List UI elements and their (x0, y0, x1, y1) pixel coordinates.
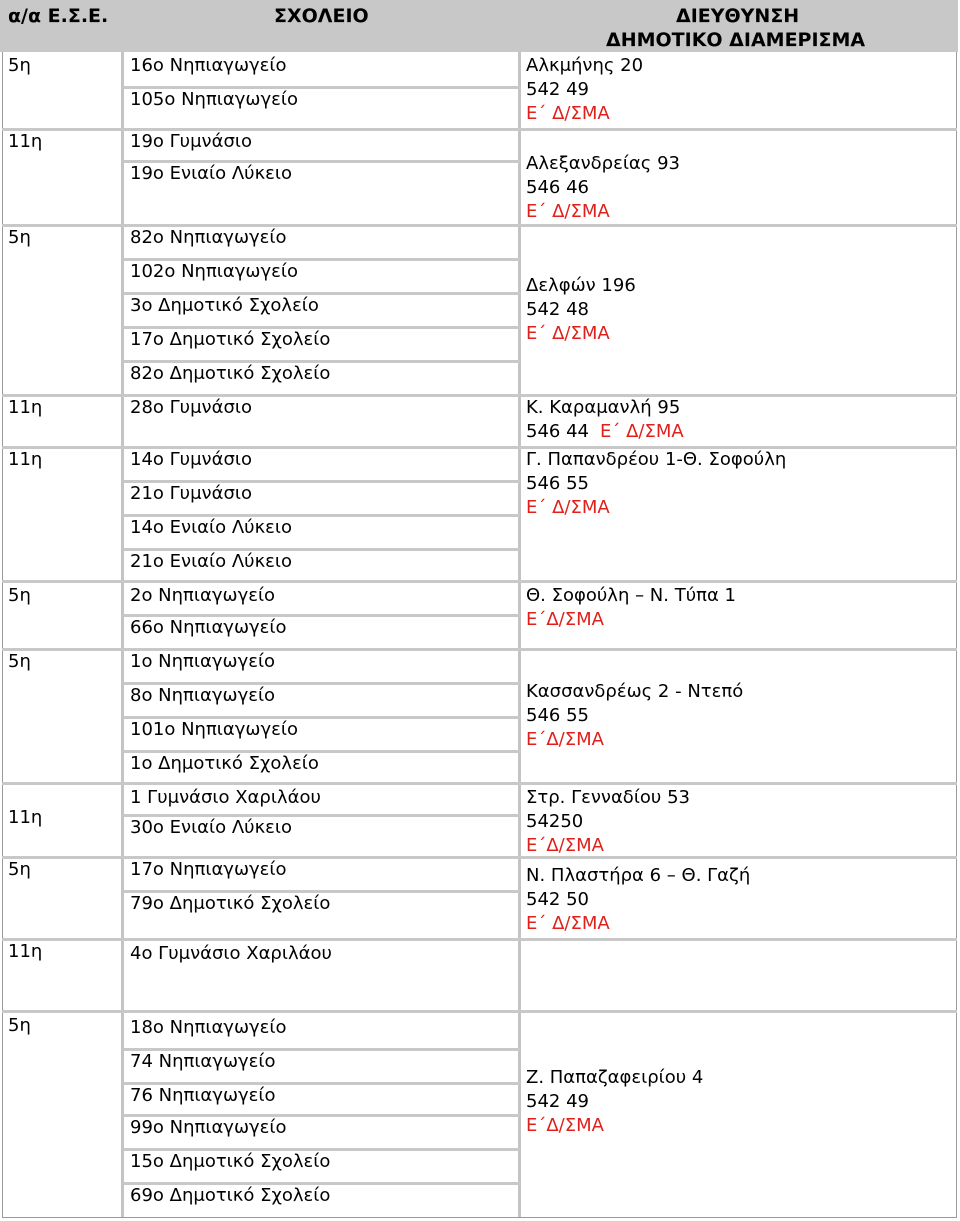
address-district: Ε΄ Δ/ΣΜΑ (526, 201, 610, 222)
address-street: Δελφών 196 (526, 275, 636, 296)
school-name: 28ο Γυμνάσιο (130, 397, 252, 418)
school-name: 14ο Γυμνάσιο (130, 449, 252, 470)
border-bottom (2, 1217, 957, 1218)
school-row-separator (124, 1114, 520, 1117)
school-name: 30ο Ενιαίο Λύκειο (130, 817, 293, 838)
school-row-separator (124, 326, 520, 329)
address-district: Ε΄ Δ/ΣΜΑ (526, 497, 610, 518)
school-name: 82ο Δημοτικό Σχολείο (130, 363, 331, 384)
school-row-separator (124, 750, 520, 753)
school-name: 79ο Δημοτικό Σχολείο (130, 893, 331, 914)
school-row-separator (124, 258, 520, 261)
school-name: 3ο Δημοτικό Σχολείο (130, 295, 319, 316)
row-group-separator (2, 938, 957, 941)
school-row-separator (124, 514, 520, 517)
address-district: Ε΄ Δ/ΣΜΑ (526, 323, 610, 344)
school-name: 15ο Δημοτικό Σχολείο (130, 1151, 331, 1172)
address-postcode: 546 44 (526, 421, 589, 442)
address-street: Θ. Σοφούλη – Ν. Τύπα 1 (526, 585, 736, 606)
school-row-separator (124, 814, 520, 817)
school-name: 19ο Ενιαίο Λύκειο (130, 163, 293, 184)
address-postcode: 546 46 (526, 177, 589, 198)
row-group-separator (2, 446, 957, 449)
address-district: Ε΄ Δ/ΣΜΑ (526, 913, 610, 934)
address-postcode: 546 55 (526, 473, 589, 494)
address-district: Ε΄ Δ/ΣΜΑ (526, 103, 610, 124)
school-row-separator (124, 614, 520, 617)
grade-label: 5η (8, 585, 31, 606)
address-postcode: 542 49 (526, 79, 589, 100)
row-group-separator (2, 648, 957, 651)
school-name: 101ο Νηπιαγωγείο (130, 719, 298, 740)
row-group-separator (2, 782, 957, 785)
school-row-separator (124, 86, 520, 89)
grade-label: 11η (8, 131, 43, 152)
school-name: 82ο Νηπιαγωγείο (130, 227, 287, 248)
grade-label: 5η (8, 55, 31, 76)
header-address-line2: ΔΗΜΟΤΙΚΟ ΔΙΑΜΕΡΙΣΜΑ (606, 29, 866, 51)
grade-label: 11η (8, 941, 43, 962)
school-name: 74 Νηπιαγωγείο (130, 1051, 276, 1072)
school-name: 1 Γυμνάσιο Χαριλάου (130, 787, 321, 808)
address-postcode: 542 48 (526, 299, 589, 320)
grade-label: 5η (8, 227, 31, 248)
address-street: Ν. Πλαστήρα 6 – Θ. Γαζή (526, 865, 751, 886)
row-group-separator (2, 856, 957, 859)
school-row-separator (124, 480, 520, 483)
address-street: Γ. Παπανδρέου 1-Θ. Σοφούλη (526, 449, 787, 470)
school-name: 8ο Νηπιαγωγείο (130, 685, 276, 706)
school-row-separator (124, 160, 520, 163)
school-name: 99ο Νηπιαγωγείο (130, 1117, 287, 1138)
school-name: 21ο Ενιαίο Λύκειο (130, 551, 293, 572)
address-district: Ε΄Δ/ΣΜΑ (526, 729, 604, 750)
address-district: Ε΄Δ/ΣΜΑ (526, 1115, 604, 1136)
address-street: Αλεξανδρείας 93 (526, 153, 680, 174)
grade-label: 11η (8, 449, 43, 470)
address-postcode: 546 55 (526, 705, 589, 726)
address-district: Ε΄ Δ/ΣΜΑ (600, 421, 684, 442)
school-row-separator (124, 292, 520, 295)
address-street: Στρ. Γενναδίου 53 (526, 787, 690, 808)
school-name: 1ο Νηπιαγωγείο (130, 651, 276, 672)
header-grade: α/α Ε.Σ.Ε. (8, 5, 109, 27)
address-district: Ε΄Δ/ΣΜΑ (526, 609, 604, 630)
school-name: 17ο Νηπιαγωγείο (130, 859, 287, 880)
grade-label: 5η (8, 651, 31, 672)
school-name: 102ο Νηπιαγωγείο (130, 261, 298, 282)
address-postcode: 542 49 (526, 1091, 589, 1112)
school-name: 105ο Νηπιαγωγείο (130, 89, 298, 110)
address-separator (520, 128, 957, 131)
address-street: Κ. Καραμανλή 95 (526, 397, 681, 418)
school-name: 76 Νηπιαγωγείο (130, 1085, 276, 1106)
school-name: 17ο Δημοτικό Σχολείο (130, 329, 331, 350)
school-name: 18ο Νηπιαγωγείο (130, 1017, 287, 1038)
school-name: 66ο Νηπιαγωγείο (130, 617, 287, 638)
grade-label: 5η (8, 859, 31, 880)
school-name: 21ο Γυμνάσιο (130, 483, 252, 504)
grade-label: 11η (8, 807, 43, 828)
address-street: Κασσανδρέως 2 - Ντεπό (526, 681, 744, 702)
address-postcode: 54250 (526, 811, 584, 832)
row-group-separator (2, 580, 957, 583)
address-separator (520, 224, 957, 227)
grade-label: 11η (8, 397, 43, 418)
school-row-separator (124, 360, 520, 363)
header-school: ΣΧΟΛΕΙΟ (274, 5, 369, 27)
school-name: 4ο Γυμνάσιο Χαριλάου (130, 943, 332, 964)
school-row-separator (124, 548, 520, 551)
address-street: Ζ. Παπαζαφειρίου 4 (526, 1067, 704, 1088)
school-name: 69ο Δημοτικό Σχολείο (130, 1185, 331, 1206)
school-name: 2ο Νηπιαγωγείο (130, 585, 276, 606)
school-row-separator (124, 682, 520, 685)
address-street: Αλκμήνης 20 (526, 55, 644, 76)
header-address-line1: ΔΙΕΥΘΥΝΣΗ (676, 5, 800, 27)
school-row-separator (124, 1048, 520, 1051)
school-name: 1ο Δημοτικό Σχολείο (130, 753, 319, 774)
row-group-separator (2, 394, 957, 397)
school-name: 19ο Γυμνάσιο (130, 131, 252, 152)
school-row-separator (124, 890, 520, 893)
address-postcode: 542 50 (526, 889, 589, 910)
school-name: 16ο Νηπιαγωγείο (130, 55, 287, 76)
school-name: 14ο Ενιαίο Λύκειο (130, 517, 293, 538)
school-row-separator (124, 1148, 520, 1151)
grade-label: 5η (8, 1015, 31, 1036)
school-row-separator (124, 716, 520, 719)
school-row-separator (124, 1082, 520, 1085)
school-row-separator (124, 1182, 520, 1185)
address-district: Ε΄Δ/ΣΜΑ (526, 835, 604, 856)
row-group-separator (2, 1010, 957, 1013)
